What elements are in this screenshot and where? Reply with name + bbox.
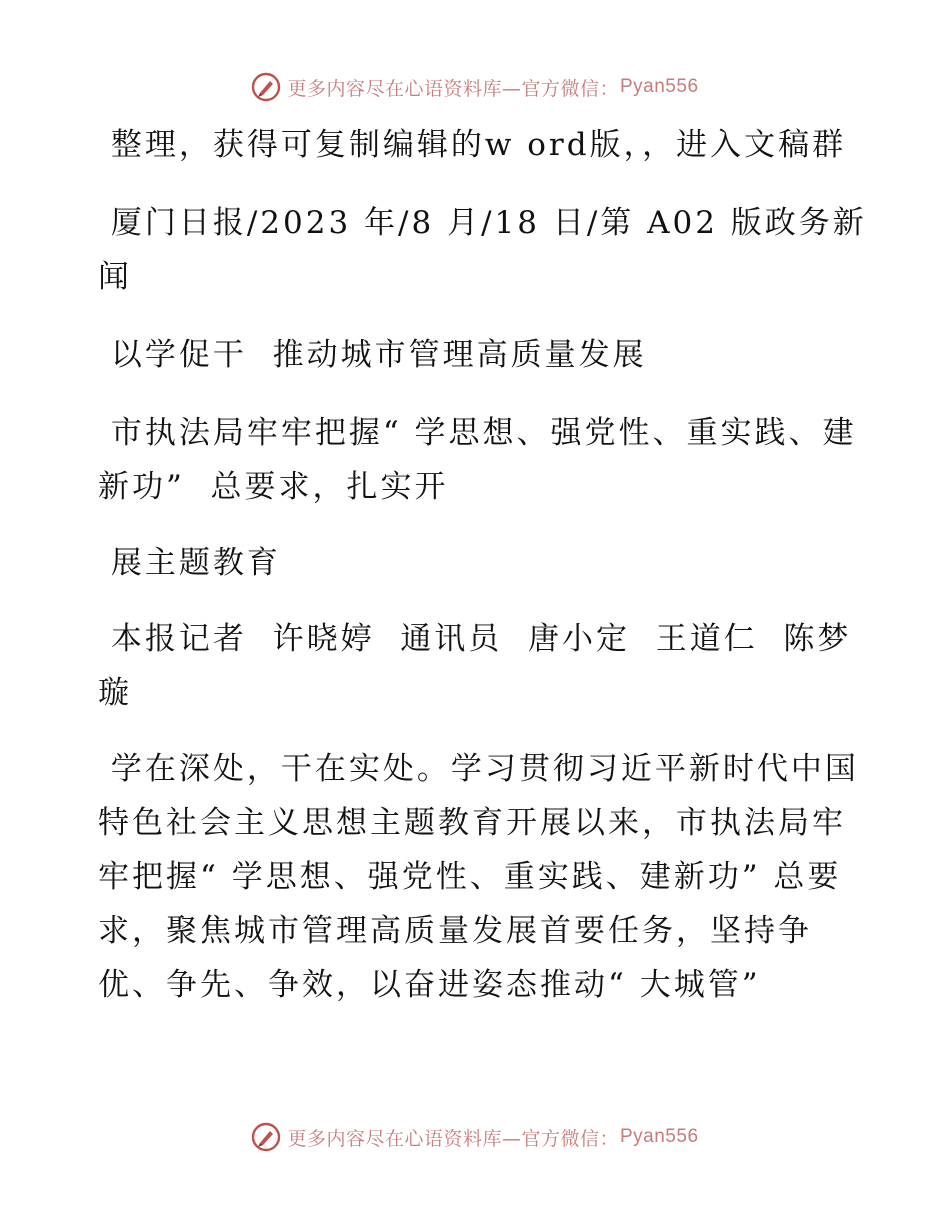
watermark-handle: Pyan556	[620, 76, 699, 97]
document-body	[98, 118, 868, 1012]
pen-logo-icon	[251, 1122, 281, 1152]
paragraph-intro: 整理，获得可复制编辑的w ord版，，进入文稿群	[98, 127, 847, 163]
article-byline: 本报记者 许晓婷 通讯员 唐小定 王道仁 陈梦璇	[98, 621, 852, 711]
header-watermark	[0, 72, 950, 102]
pen-logo-icon	[251, 72, 281, 102]
article-title: 以学促干 推动城市管理高质量发展	[98, 337, 647, 373]
footer-watermark	[0, 1122, 950, 1152]
watermark-text: 更多内容尽在心语资料库—官方微信：	[287, 77, 619, 100]
article-subtitle: 市执法局牢牢把握“ 学思想、强党性、重实践、建新功” 总要求，扎实开	[98, 415, 857, 505]
watermark-text: 更多内容尽在心语资料库—官方微信：	[287, 1127, 619, 1150]
article-body-paragraph: 学在深处，干在实处。学习贯彻习近平新时代中国特色社会主义思想主题教育开展以来，市执法局牢牢把握“ 学思想、强党性、重实践、建新功” 总要求，聚焦城市管理高质量发展首要任务，坚持争优、争先、争效，以奋进姿态推动“ 大城管”	[98, 751, 859, 1003]
article-subtitle-continued: 展主题教育	[98, 545, 281, 581]
paragraph-source: 厦门日报/2023 年/8 月/18 日/第 A02 版政务新闻	[98, 205, 867, 295]
watermark-handle: Pyan556	[620, 1126, 699, 1147]
